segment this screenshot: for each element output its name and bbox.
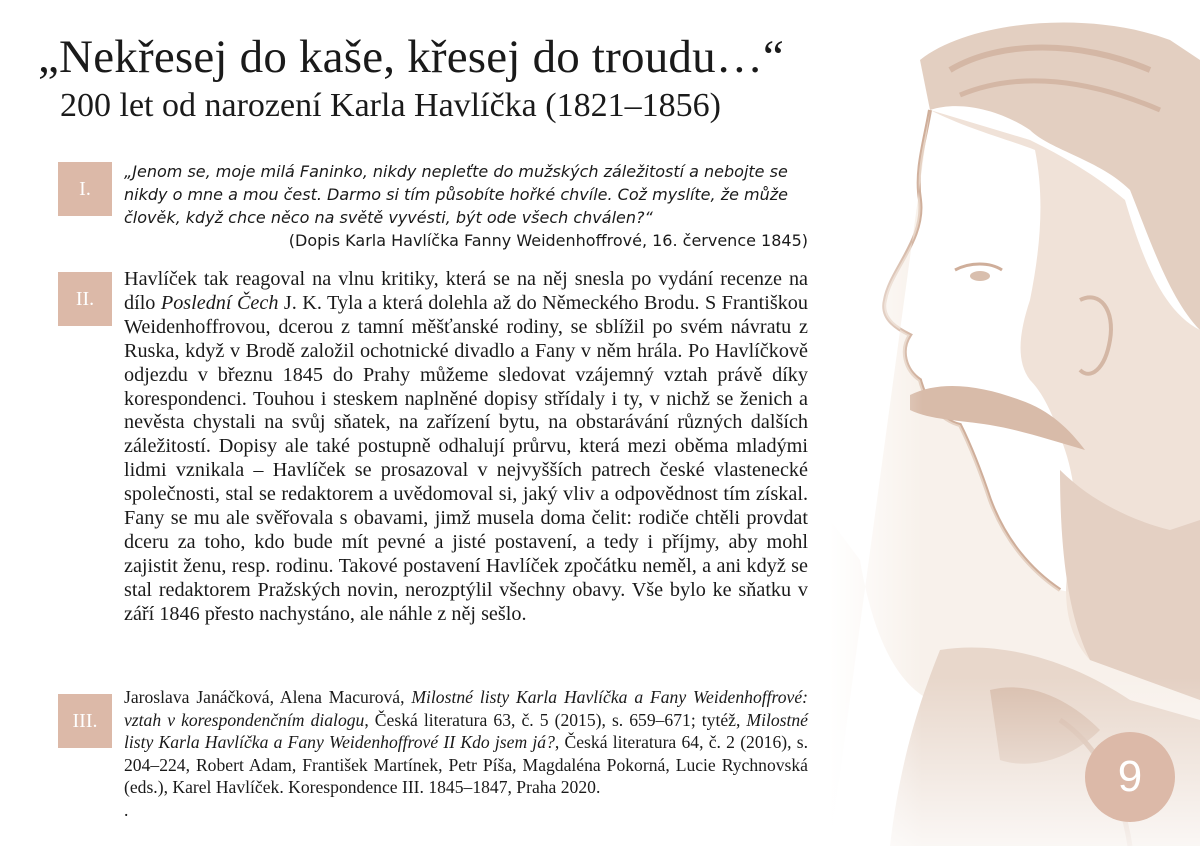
reference-title-italic: Milostné listy Karla Havlíčka a Fany Weidenhoffrové II Kdo jsem já? xyxy=(124,709,808,753)
page-subtitle: 200 let od narození Karla Havlíčka (1821–1856) xyxy=(60,87,721,124)
section-numeral-badge: I. xyxy=(58,162,112,216)
reference-title-italic: Milostné listy Karla Havlíčka a Fany Weidenhoffrové: vztah v korespondenčním dialogu xyxy=(124,687,808,730)
main-paragraph xyxy=(124,268,808,627)
section-numeral-badge: II. xyxy=(58,272,112,326)
quote-text: „Jenom se, moje milá Faninko, nikdy nepleťte do mužských záležitostí a nebojte se nikdy o mne a mou čest. Darmo si tím působíte hořké chvíle. Což myslíte, že může člověk, když chce něco na světě vyvésti, být ode všech chválen?“ xyxy=(124,162,788,227)
page-number-badge: 9 xyxy=(1085,732,1175,822)
book-title-italic: Poslední Čech xyxy=(160,291,279,314)
reference-text: , Česká literatura 63, č. 5 (2015), s. 659–671; tytéž, xyxy=(364,709,747,730)
paragraph-text: Havlíček tak reagoval na vlnu kritiky, která se na něj snesla po vydání recenze na dílo xyxy=(124,268,808,314)
references-paragraph xyxy=(124,686,808,822)
letter-quote xyxy=(124,160,808,252)
section-numeral-badge: III. xyxy=(58,694,112,748)
trailing-dot: . xyxy=(124,799,129,820)
page-title: „Nekřesej do kaše, křesej do troudu…“ xyxy=(38,31,785,83)
reference-text: , Česká literatura 64, č. 2 (2016), s. 204–224, Robert Adam, František Martínek, Petr Píša, Magdaléna Pokorná, Lucie Rychnovská (eds.), Karel Havlíček. Korespondence III. 1845–1847, Praha 2020. xyxy=(124,732,808,798)
havlicek-portrait-image xyxy=(830,0,1200,846)
paragraph-text: J. K. Tyla a která dolehla až do Německého Brodu. S Františkou Weidenhoffrovou, dcerou z tamní měšťanské rodiny, se sblížil po svém návratu z Ruska, když v Brodě založil ochotnické divadlo a Fany v něm hrála. Po Havlíčkově odjezdu v březnu 1845 do Prahy můžeme sledovat vzájemný vztah právě díky korespondenci. Touhou i steskem naplněné dopisy střídaly i ty, v nichž se ženich a nevěsta chystali na svůj sňatek, na zařízení bytu, na obstarávání různých dalších záležitostí. Dopisy ale také postupně odhalují průrvu, která mezi oběma mladými lidmi vznikala – Havlíček se prosazoval v nejvyšších patrech české vlastenecké společnosti, stal se redaktorem a uvědomoval si, jaký vliv a odpovědnost tím získal. Fany se mu ale svěřovala s obavami, jimž musela doma čelit: rodiče chtěli provdat dceru za toho, kdo bude mít pevné a jisté postavení, a tedy i příjmy, aby mohl zajistit ženu, resp. rodinu. Takové postavení Havlíček zpočátku neměl, a ani když se stal redaktorem Pražských novin, nerozptýlil všechny obavy. Vše bylo ke sňatku v září 1846 přesto nachystáno, ale náhle z něj sešlo. xyxy=(124,291,808,625)
quote-source: (Dopis Karla Havlíčka Fanny Weidenhoffrové, 16. července 1845) xyxy=(288,231,808,250)
reference-text: Jaroslava Janáčková, Alena Macurová, xyxy=(124,687,412,707)
